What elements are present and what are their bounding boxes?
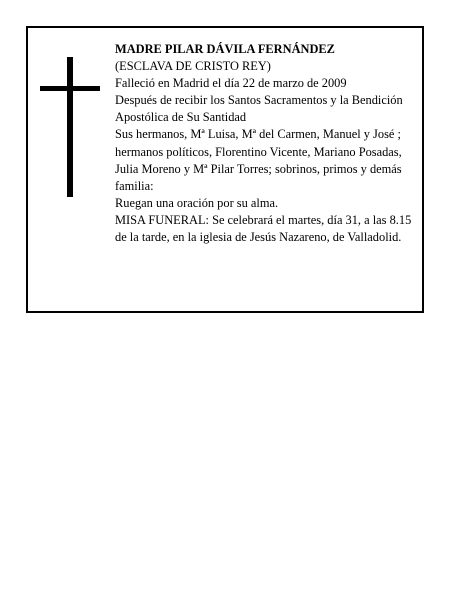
obituary-notice	[26, 26, 424, 313]
prayer-request: Ruegan una oración por su alma.	[115, 195, 279, 210]
cross-vertical-bar	[67, 57, 73, 197]
funeral-mass-info: MISA FUNERAL: Se celebrará el martes, día 31, a las 8.15 de la tarde, en la iglesia de Jesús Nazareno, de Valladolid.	[115, 212, 412, 245]
obituary-text	[115, 41, 420, 246]
family-statement: Sus hermanos, Mª Luisa, Mª del Carmen, Manuel y José ; hermanos políticos, Florentino Vicente, Mariano Posadas, Julia Moreno y Mª Pilar Torres; sobrinos, primos y demás familia:	[115, 127, 402, 193]
cross-horizontal-bar	[40, 86, 100, 91]
death-statement: Falleció en Madrid el día 22 de marzo de 2009	[115, 76, 347, 91]
deceased-name: MADRE PILAR DÁVILA FERNÁNDEZ	[115, 42, 335, 56]
deceased-title: (ESCLAVA DE CRISTO REY)	[115, 59, 271, 74]
sacraments-statement: Después de recibir los Santos Sacramentos y la Bendición Apostólica de Su Santidad	[115, 93, 403, 125]
